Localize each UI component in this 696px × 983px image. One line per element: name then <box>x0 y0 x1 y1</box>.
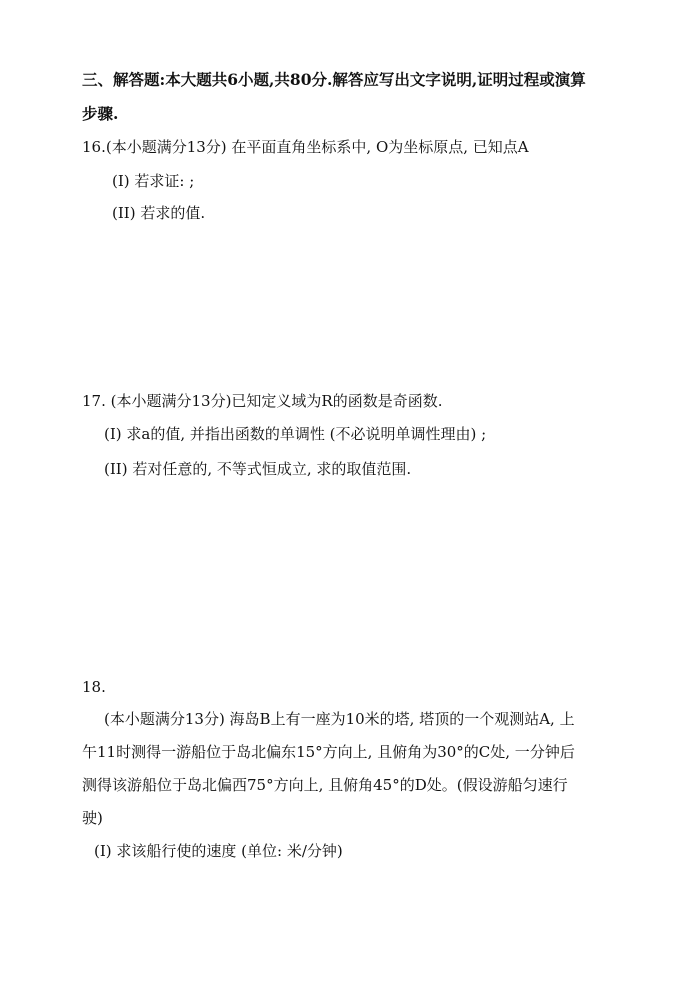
q18-stem-line-4: 驶) <box>82 809 103 827</box>
q18-stem-line-2: 午11时测得一游船位于岛北偏东15°方向上, 且俯角为30°的C处, 一分钟后 <box>82 743 575 761</box>
q18-number: 18. <box>82 678 106 696</box>
q17-part-2: (II) 若对任意的, 不等式恒成立, 求的取值范围. <box>104 460 412 478</box>
q17-stem: 17. (本小题满分13分)已知定义域为R的函数是奇函数. <box>82 392 443 410</box>
section-heading-line-1: 三、解答题:本大题共6小题,共80分.解答应写出文字说明,证明过程或演算 <box>82 70 586 89</box>
q16-part-2: (II) 若求的值. <box>112 204 206 222</box>
section-heading-line-2: 步骤. <box>82 104 119 123</box>
q18-stem-line-3: 测得该游船位于岛北偏西75°方向上, 且俯角45°的D处。(假设游船匀速行 <box>82 776 568 794</box>
q16-stem: 16.(本小题满分13分) 在平面直角坐标系中, O为坐标原点, 已知点A <box>82 138 529 156</box>
q18-part-1: (I) 求该船行使的速度 (单位: 米/分钟) <box>94 842 343 860</box>
q18-stem-line-1: (本小题满分13分) 海岛B上有一座为10米的塔, 塔顶的一个观测站A, 上 <box>104 710 575 728</box>
q16-part-1: (I) 若求证: ; <box>112 172 195 190</box>
q17-part-1: (I) 求a的值, 并指出函数的单调性 (不必说明单调性理由) ; <box>104 425 487 443</box>
